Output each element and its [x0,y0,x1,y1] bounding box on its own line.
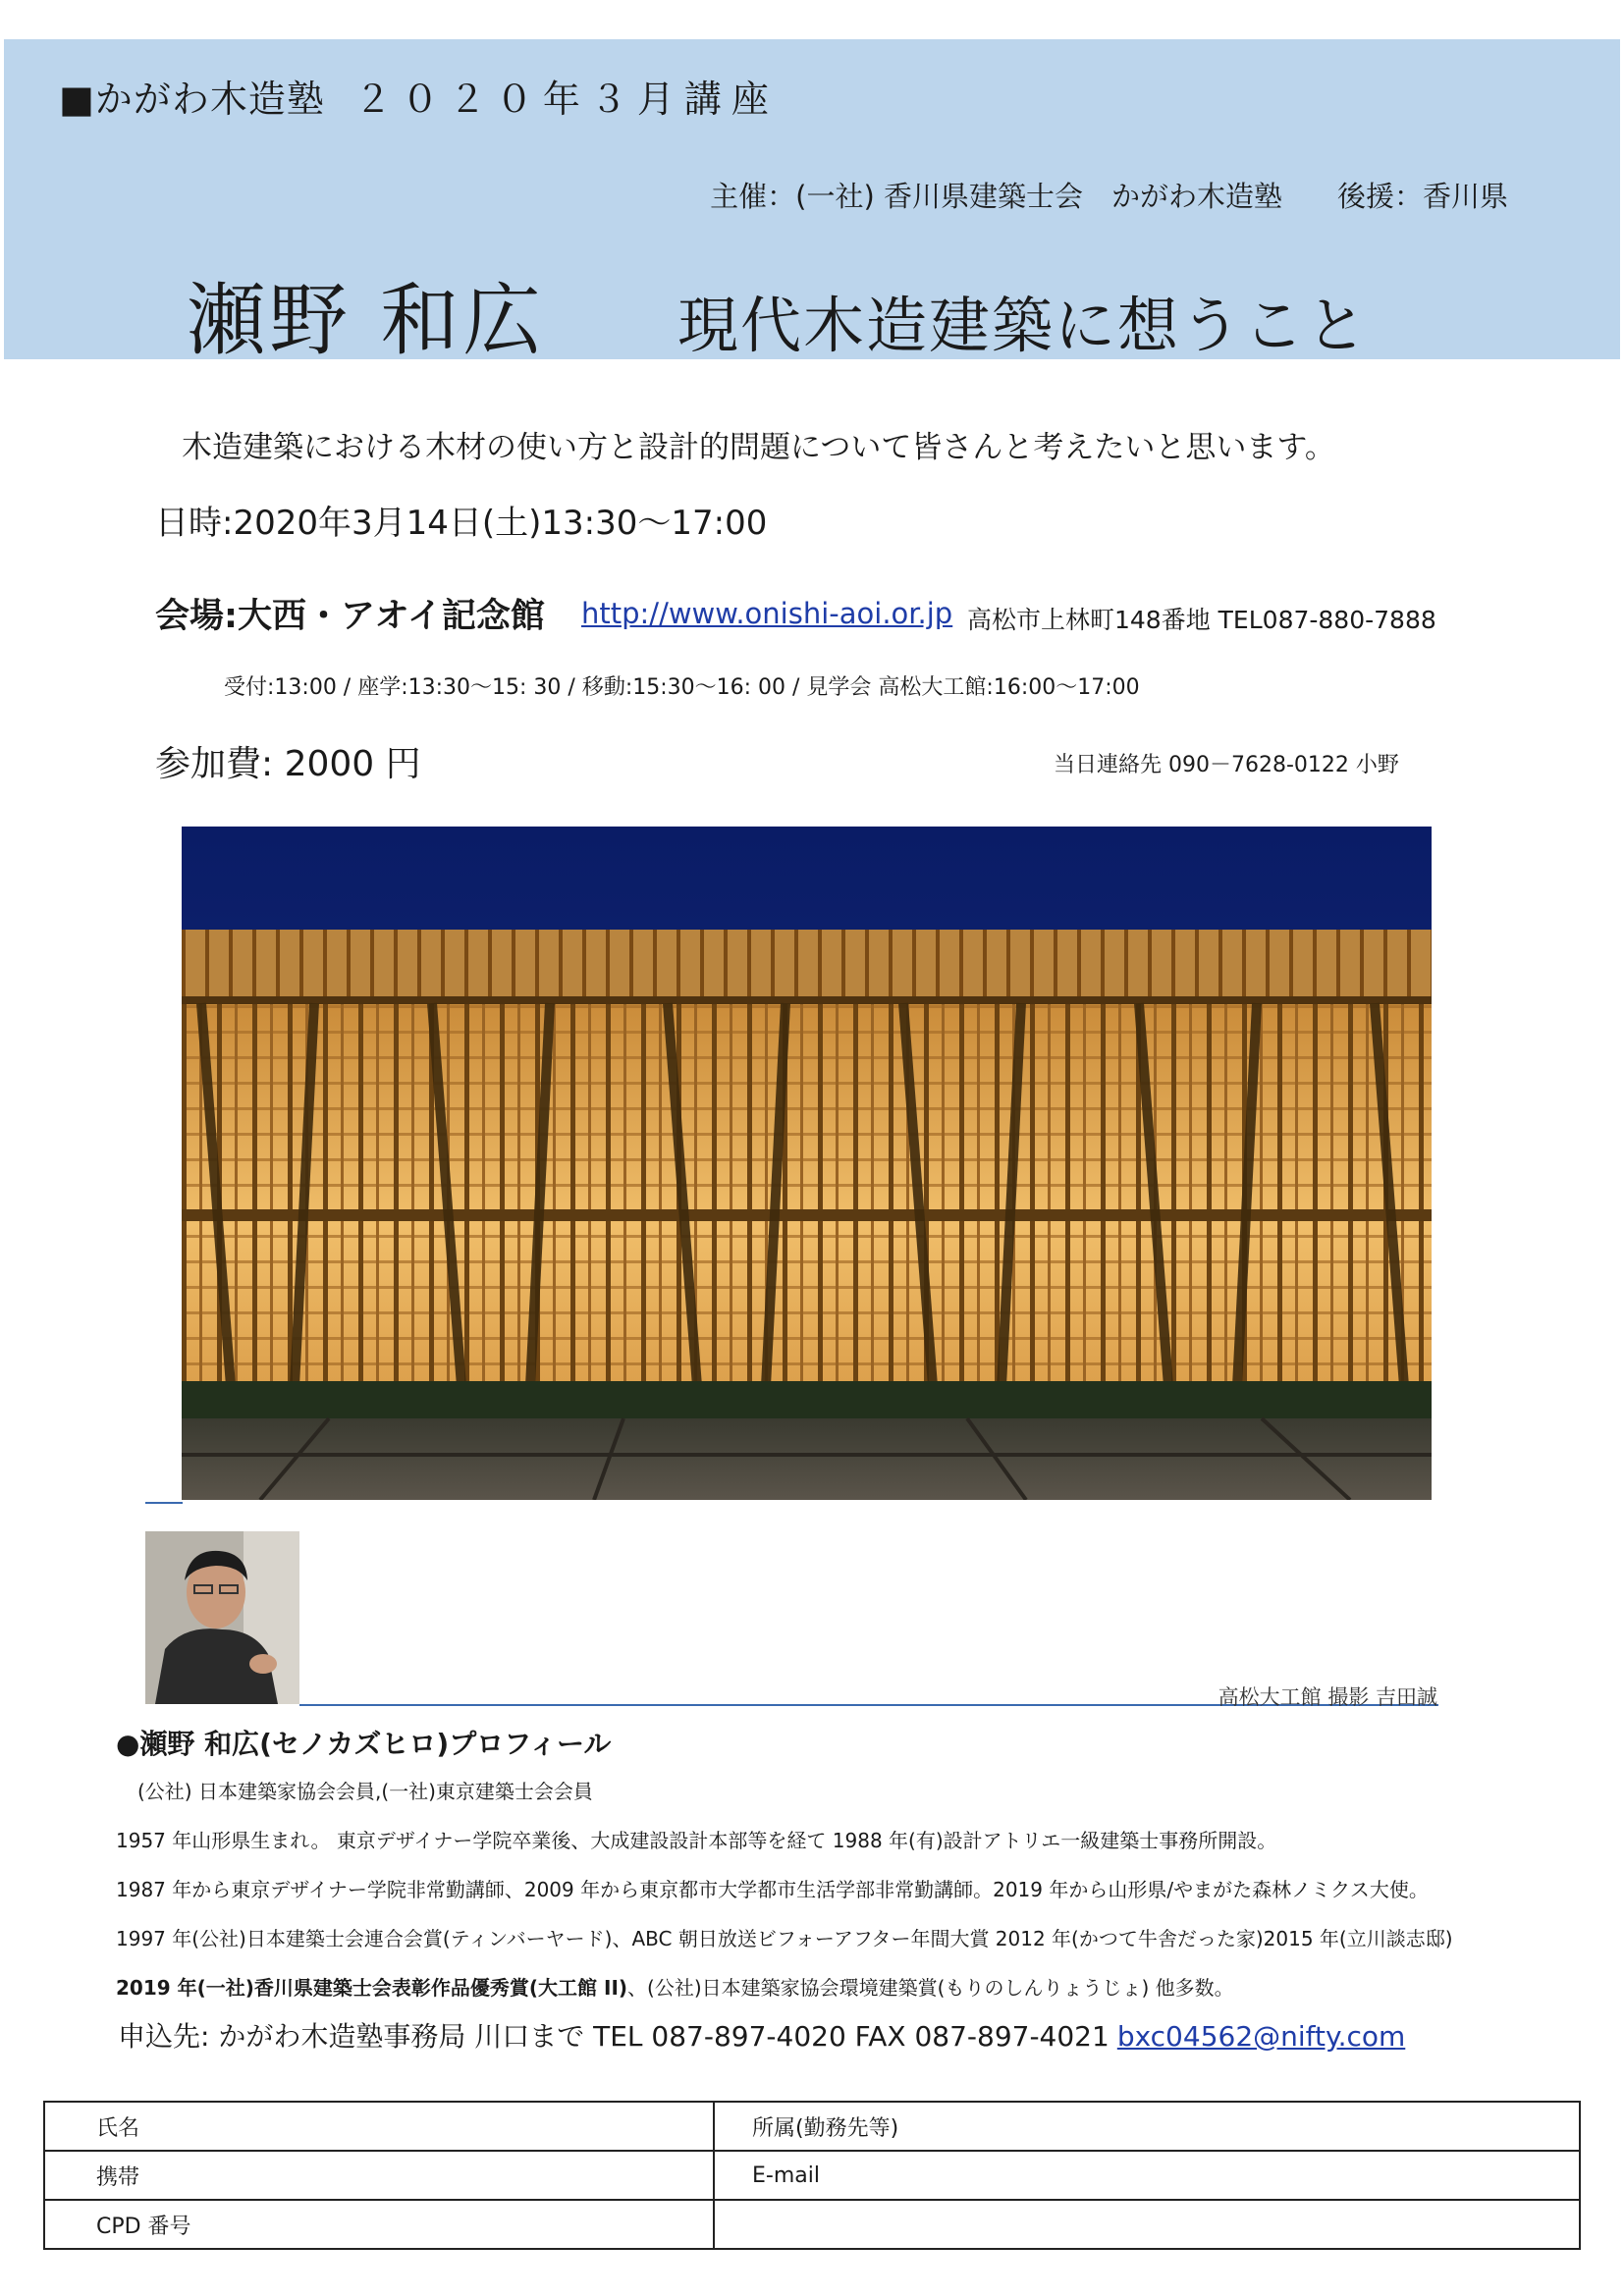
intro-text: 木造建築における木材の使い方と設計的問題について皆さんと考えたいと思います。 [182,430,1335,465]
photo-underline [145,1502,183,1504]
sponsor: 後援：香川県 [1336,180,1508,213]
award-bold: 2019 年(一社)香川県建築士会表彰作品優秀賞(大工館 II) [116,1976,628,2000]
affiliation-field[interactable]: 所属(勤務先等) [714,2102,1580,2151]
bio-line [116,1972,1234,2001]
series-date: ２０２０年３月講座 [353,78,779,121]
application-label: 申込先: かがわ木造塾事務局 川口まで TEL 087-897-4020 FAX 087-897-4021 [118,2020,1110,2053]
speaker-name: 瀬野 和広 [187,275,546,366]
venue-address: 高松市上林町148番地 TEL087-880-7888 [967,606,1436,634]
registration-form [43,2101,1581,2250]
series-name: ■かがわ木造塾 [59,78,325,121]
photo-credit: 高松大工館 撮影 吉田誠 [1218,1685,1437,1709]
building-photo [182,827,1432,1500]
schedule: 受付:13:00 / 座学:13:30〜15: 30 / 移動:15:30〜16: 00 / 見学会 高松大工館:16:00〜17:00 [224,675,1140,700]
membership: (公社) 日本建築家協会会員,(一社)東京建築士会会員 [137,1780,593,1803]
event-datetime: 日時:2020年3月14日(土)13:30〜17:00 [155,504,768,543]
venue-link[interactable]: http://www.onishi-aoi.or.jp [581,597,953,630]
day-contact: 当日連絡先 090－7628-0122 小野 [1054,753,1399,777]
award-rest: 、(公社)日本建築家協会環境建築賞(もりのしんりょうじょ) 他多数。 [627,1976,1234,2000]
speaker-portrait [145,1531,299,1704]
series-title [59,69,779,123]
organizer: 主催：(一社) 香川県建築士会 かがわ木造塾 [710,180,1282,213]
participation-fee: 参加費: 2000 円 [155,744,421,784]
name-field[interactable]: 氏名 [44,2102,714,2151]
cpd-number-field[interactable]: CPD 番号 [44,2200,714,2249]
lecture-title: 現代木造建築に想うこと [677,290,1370,361]
blank-cell[interactable] [714,2200,1580,2249]
application-email-link[interactable]: bxc04562@nifty.com [1116,2020,1406,2053]
bio-line: 1997 年(公社)日本建築士会連合会賞(ティンバーヤード)、ABC 朝日放送ビフォーアフター年間大賞 2012 年(かつて牛舎だった家)2015 年(立川談志邸) [116,1927,1453,1950]
mobile-field[interactable]: 携帯 [44,2151,714,2200]
venue-name: 会場:大西・アオイ記念館 [155,597,545,636]
bio-line: 1987 年から東京デザイナー学院非常勤講師、2009 年から東京都市大学都市生活学部非常勤講師。2019 年から山形県/やまがた森林ノミクス大使。 [116,1878,1429,1901]
profile-heading: ●瀬野 和広(セノカズヒロ)プロフィール [116,1728,612,1760]
email-field[interactable]: E-mail [714,2151,1580,2200]
bio-line: 1957 年山形県生まれ。 東京デザイナー学院卒業後、大成建設設計本部等を経て 1988 年(有)設計アトリエ一級建築士事務所開設。 [116,1829,1277,1852]
application-info [118,2015,1405,2055]
organizer-line [710,175,1508,215]
